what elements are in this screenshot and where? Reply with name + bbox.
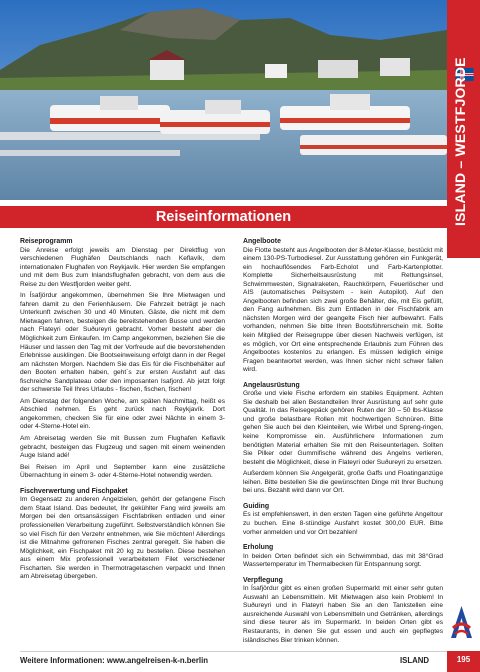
section-heading: Verpflegung	[243, 576, 283, 584]
paragraph: Außerdem können Sie Angelgerät, große Gaffs und Floatinganzüge leihen. Bitte bestellen Sie die gewünschten Dinge mit Ihrer Buchung bei uns. Bezahlt wird dann vor Ort.	[243, 470, 443, 495]
paragraph: In Ísafjördur angekommen, übernehmen Sie Ihre Mietwagen und fahren damit zu den Ferienhäusern. Die Fahrzeit beträgt je nach Unterkunft zwischen 30 und 40 Minuten. Gäste, die nicht mit dem Mietwagen fahren, besteigen die bereitstehenden Busse und werden nach Flateyri oder Suðureyri gebracht. Vorher besteht aber die Möglichkeit zum Einkaufen. Im Camp angekommen, beziehen Sie die Häuser und lassen den Tag mit der Vorfreude auf die bevorstehenden Erlebnisse ausklingen. Die Bootseinweisung erfolgt dann in der Regel am nächsten Morgen. Nachdem Sie das Eis für die Fischbehälter auf den Booten erhalten haben, geht´s zur ersten Ausfahrt auf das fischreiche Sandplateau oder den imposanten Isafjord. Ab jetzt folgt der schwerste Teil Ihres Urlaubs - fischen, fischen, fischen!	[20, 292, 225, 394]
section-heading: Angelboote	[243, 238, 281, 245]
paragraph: In Ísafjördur gibt es einen großen Supermarkt mit einer sehr guten Auswahl an Lebensmitteln. Mit Mietwagen also kein Problem! In Suðureyri und in Flateyri haben Sie an den Tankstellen eine ausreichende Auswahl von Lebensmitteln und Getränken, allerdings sind diese teurer als im Supermarkt. In beiden Orten gibt es Restaurants, in denen Sie gut essen und auch ein gepflegtes isländisches Bier trinken können.	[243, 585, 443, 644]
paragraph: Die Anreise erfolgt jeweils am Dienstag per Direktflug von verschiedenen Flughäfen Deutschlands nach Keflavík, dem internationalen Flughafen von Reykjavík. Hier werden Sie empfangen und mit dem Bus zum Inlandsflughafen gebracht, von dem aus die Reise zu den Westfjorden weiter geht.	[20, 246, 225, 288]
section-banner: Reiseinformationen	[0, 206, 447, 228]
paragraph: Große und vielе Fische erfordern ein stabiles Equipment. Achten Sie deshalb bei allen Bestandteilen Ihrer Ausrüstung auf sehr gute Qualität. In das Reisegepäck gehören Ruten der 30 – 50 lbs-Klasse und große belastbare Rollen mit hochwertigen Schnüren. Bitte gehen Sie auch bei den Kleinteilen, wie Wirbel und Spreng-ringen, keine Kompromisse ein. Ausführlichere Informationen zum benötigten Material erhalten Sie mit den Reiseunterlagen. Sollten Sie Pilker oder Gummifische während des Angelns verlieren, besteht die Möglichkeit, diese in Flateyri oder Suðureyri zu ersetzen.	[243, 390, 443, 466]
paragraph: Im Gegensatz zu anderen Angelzielen, gehört der gefangene Fisch dem Staat Island. Das bedeutet, Ihr gekühlter Fang wird jeweils am Morgen bei den ortsansässigen Fischfabriken entladen und einer professionellen Verarbeitung zugeführt. Selbstverständlich können Sie so viel Fisch für den Verzehr entnehmen, wie Sie möchten! Allerdings ist die Mitnahme gefrorenen Fisches zentral geregelt. Sie haben die Möglichkeit, ein Fischpaket mit 20 kg zu bestellen. Diese bestehen aus einem Mix professionell verarbeitetem Filet verschiedener Fischarten. Sie werden in Thermotragetaschen verpackt und Ihnen am Abreisetag übergeben.	[20, 496, 225, 581]
paragraph: Es ist empfehlenswert, in den ersten Tagen eine geführte Angeltour zu buchen. Eine 8-stündige Ausfahrt kostet 300,00 EUR. Bitte vorher anmelden und vor Ort bezahlen!	[243, 511, 443, 536]
footer-country: ISLAND	[400, 656, 430, 665]
paragraph: Bei Reisen im April und September kann eine zusätzliche Übernachtung in einem 3- oder 4-Sterne-Hotel notwendig werden.	[20, 463, 225, 480]
paragraph: Am Dienstag der folgenden Woche, am späten Nachmittag, heißt es Abschied nehmen. Es geht zurück nach Reykjavík. Dort angekommen, checken Sie für eine oder zwei Nächte in einem 3- oder 4-Sterne-Hotel ein.	[20, 397, 225, 431]
section-heading: Erholung	[243, 544, 274, 552]
section-heading: Angelausrüstung	[243, 381, 300, 389]
paragraph: Die Flotte besteht aus Angelbooten der 8-Meter-Klasse, bestückt mit einem 130-PS-Turbodiesel. Zur Ausstattung gehören ein Funkgerät, ein hochauflösendes Farb-Echolot und Farb-Kartenplotter. Komplette Sicherheitsausrüstung mit Rettungsinsel, Schwimmwesten, Signalraketen, Rauchkörpern, Feuerlöscher und AIS (automatisches Peilsystem - kein Autopilot). Auf den Angelbooten befinden sich zwei große Behälter, die, mit Eis gefüllt, den Fang aufnehmen. Bis zum Entladen in der Fischfabrik am nächsten Morgen wird der geangelte Fisch hier aufbewahrt. Falls vorhanden, nehmen Sie bitte Ihren Bootsführerschein mit. Sollte kein Mitglied der Reisegruppe über diesen Nachweis verfügen, ist es möglich, vor Ort eine entsprechende Erlaubnis zum Führen des Angelbootes kostenlos zu erlangen. Es müssen lediglich einige Fragen beantwortet werden, was Ihnen sicher nicht schwer fallen wird.	[243, 246, 443, 374]
section-heading: Reiseprogramm	[20, 238, 73, 245]
page-number: 195	[447, 651, 480, 672]
paragraph: Am Abreisetag werden Sie mit Bussen zum Flughafen Keflavík gebracht, besteigen das Flugzeug und sagen mit einem weinenden Auge Island adé!	[20, 435, 225, 460]
harbor-photo	[0, 0, 447, 200]
paragraph: In beiden Orten befindet sich ein Schwimmbad, das mit 38°Grad Wassertemperatur im Thermalbecken für Entspannung sorgt.	[243, 552, 443, 569]
section-heading: Guiding	[243, 502, 270, 510]
left-column	[20, 238, 225, 585]
region-label: ISLAND – WESTFJORDE	[452, 57, 468, 226]
right-column	[243, 238, 443, 648]
publisher-logo-icon	[449, 604, 474, 640]
section-heading: Fischverwertung und Fischpaket	[20, 487, 128, 495]
footer-website: Weitere Informationen: www.angelreisen-k-n.berlin	[20, 656, 209, 665]
footer-divider	[20, 651, 447, 652]
